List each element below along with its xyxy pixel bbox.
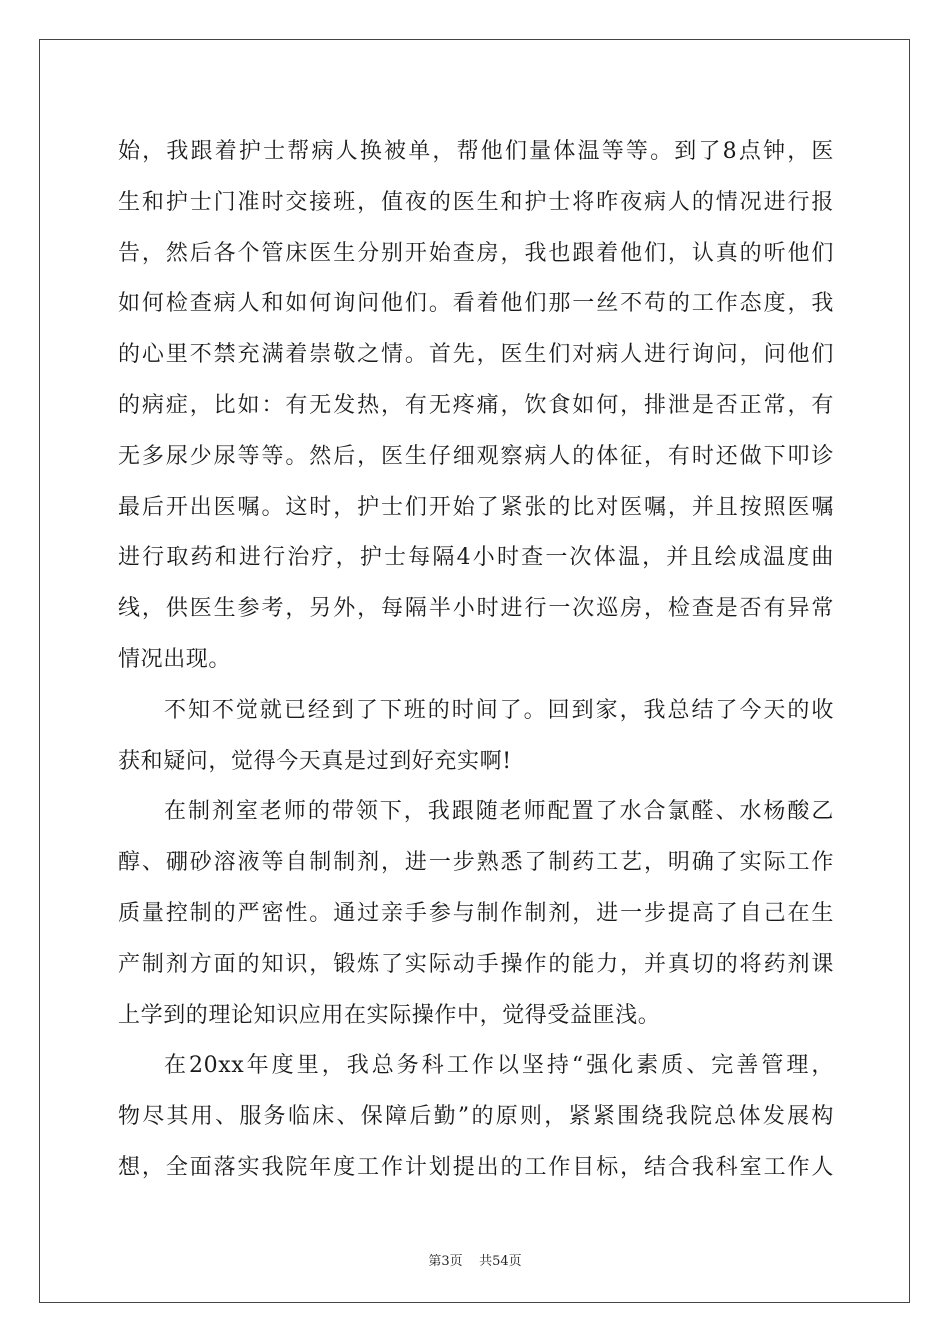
text-line: 在20xx年度里，我总务科工作以坚持“强化素质、完善管理， [164,1053,834,1079]
text-line: 的病症，比如：有无发热，有无疼痛，饮食如何，排泄是否正常，有 [118,392,834,418]
document-body [118,127,834,1194]
total-pages: 共54页 [479,1254,522,1269]
text-line: 情况出现。 [118,646,232,672]
text-line: 的心里不禁充满着崇敬之情。首先，医生们对病人进行询问，问他们 [118,342,834,368]
text-line: 无多尿少尿等等。然后，医生仔细观察病人的体征，有时还做下叩诊 [118,443,834,469]
text-line: 获和疑问，觉得今天真是过到好充实啊! [118,748,512,774]
text-line: 如何检查病人和如何询问他们。看着他们那一丝不苟的工作态度，我 [118,291,834,317]
text-line: 最后开出医嘱。这时，护士们开始了紧张的比对医嘱，并且按照医嘱 [118,494,834,520]
text-line: 始，我跟着护士帮病人换被单，帮他们量体温等等。到了8点钟，医 [118,139,834,164]
text-line: 上学到的理论知识应用在实际操作中，觉得受益匪浅。 [118,1002,661,1028]
page-number: 第3页 [428,1254,463,1269]
text-line: 告，然后各个管床医生分别开始查房，我也跟着他们，认真的听他们 [118,240,834,266]
text-line: 不知不觉就已经到了下班的时间了。回到家，我总结了今天的收 [164,697,834,723]
text-line: 醇、硼砂溶液等自制制剂，进一步熟悉了制药工艺，明确了实际工作 [118,850,834,876]
text-line: 物尽其用、服务临床、保障后勤”的原则，紧紧围绕我院总体发展构 [118,1104,834,1130]
text-line: 进行取药和进行治疗，护士每隔4小时查一次体温，并且绘成温度曲 [118,545,834,571]
text-line: 质量控制的严密性。通过亲手参与制作制剂，进一步提高了自己在生 [118,900,834,926]
text-line: 线，供医生参考，另外，每隔半小时进行一次巡房，检查是否有异常 [118,596,834,622]
text-line: 生和护士门准时交接班，值夜的医生和护士将昨夜病人的情况进行报 [118,189,834,215]
text-line: 在制剂室老师的带领下，我跟随老师配置了水合氯醛、水杨酸乙 [164,799,834,825]
text-line: 想，全面落实我院年度工作计划提出的工作目标，结合我科室工作人 [118,1154,834,1180]
page-footer [0,1250,950,1269]
text-line: 产制剂方面的知识，锻炼了实际动手操作的能力，并真切的将药剂课 [118,951,834,977]
